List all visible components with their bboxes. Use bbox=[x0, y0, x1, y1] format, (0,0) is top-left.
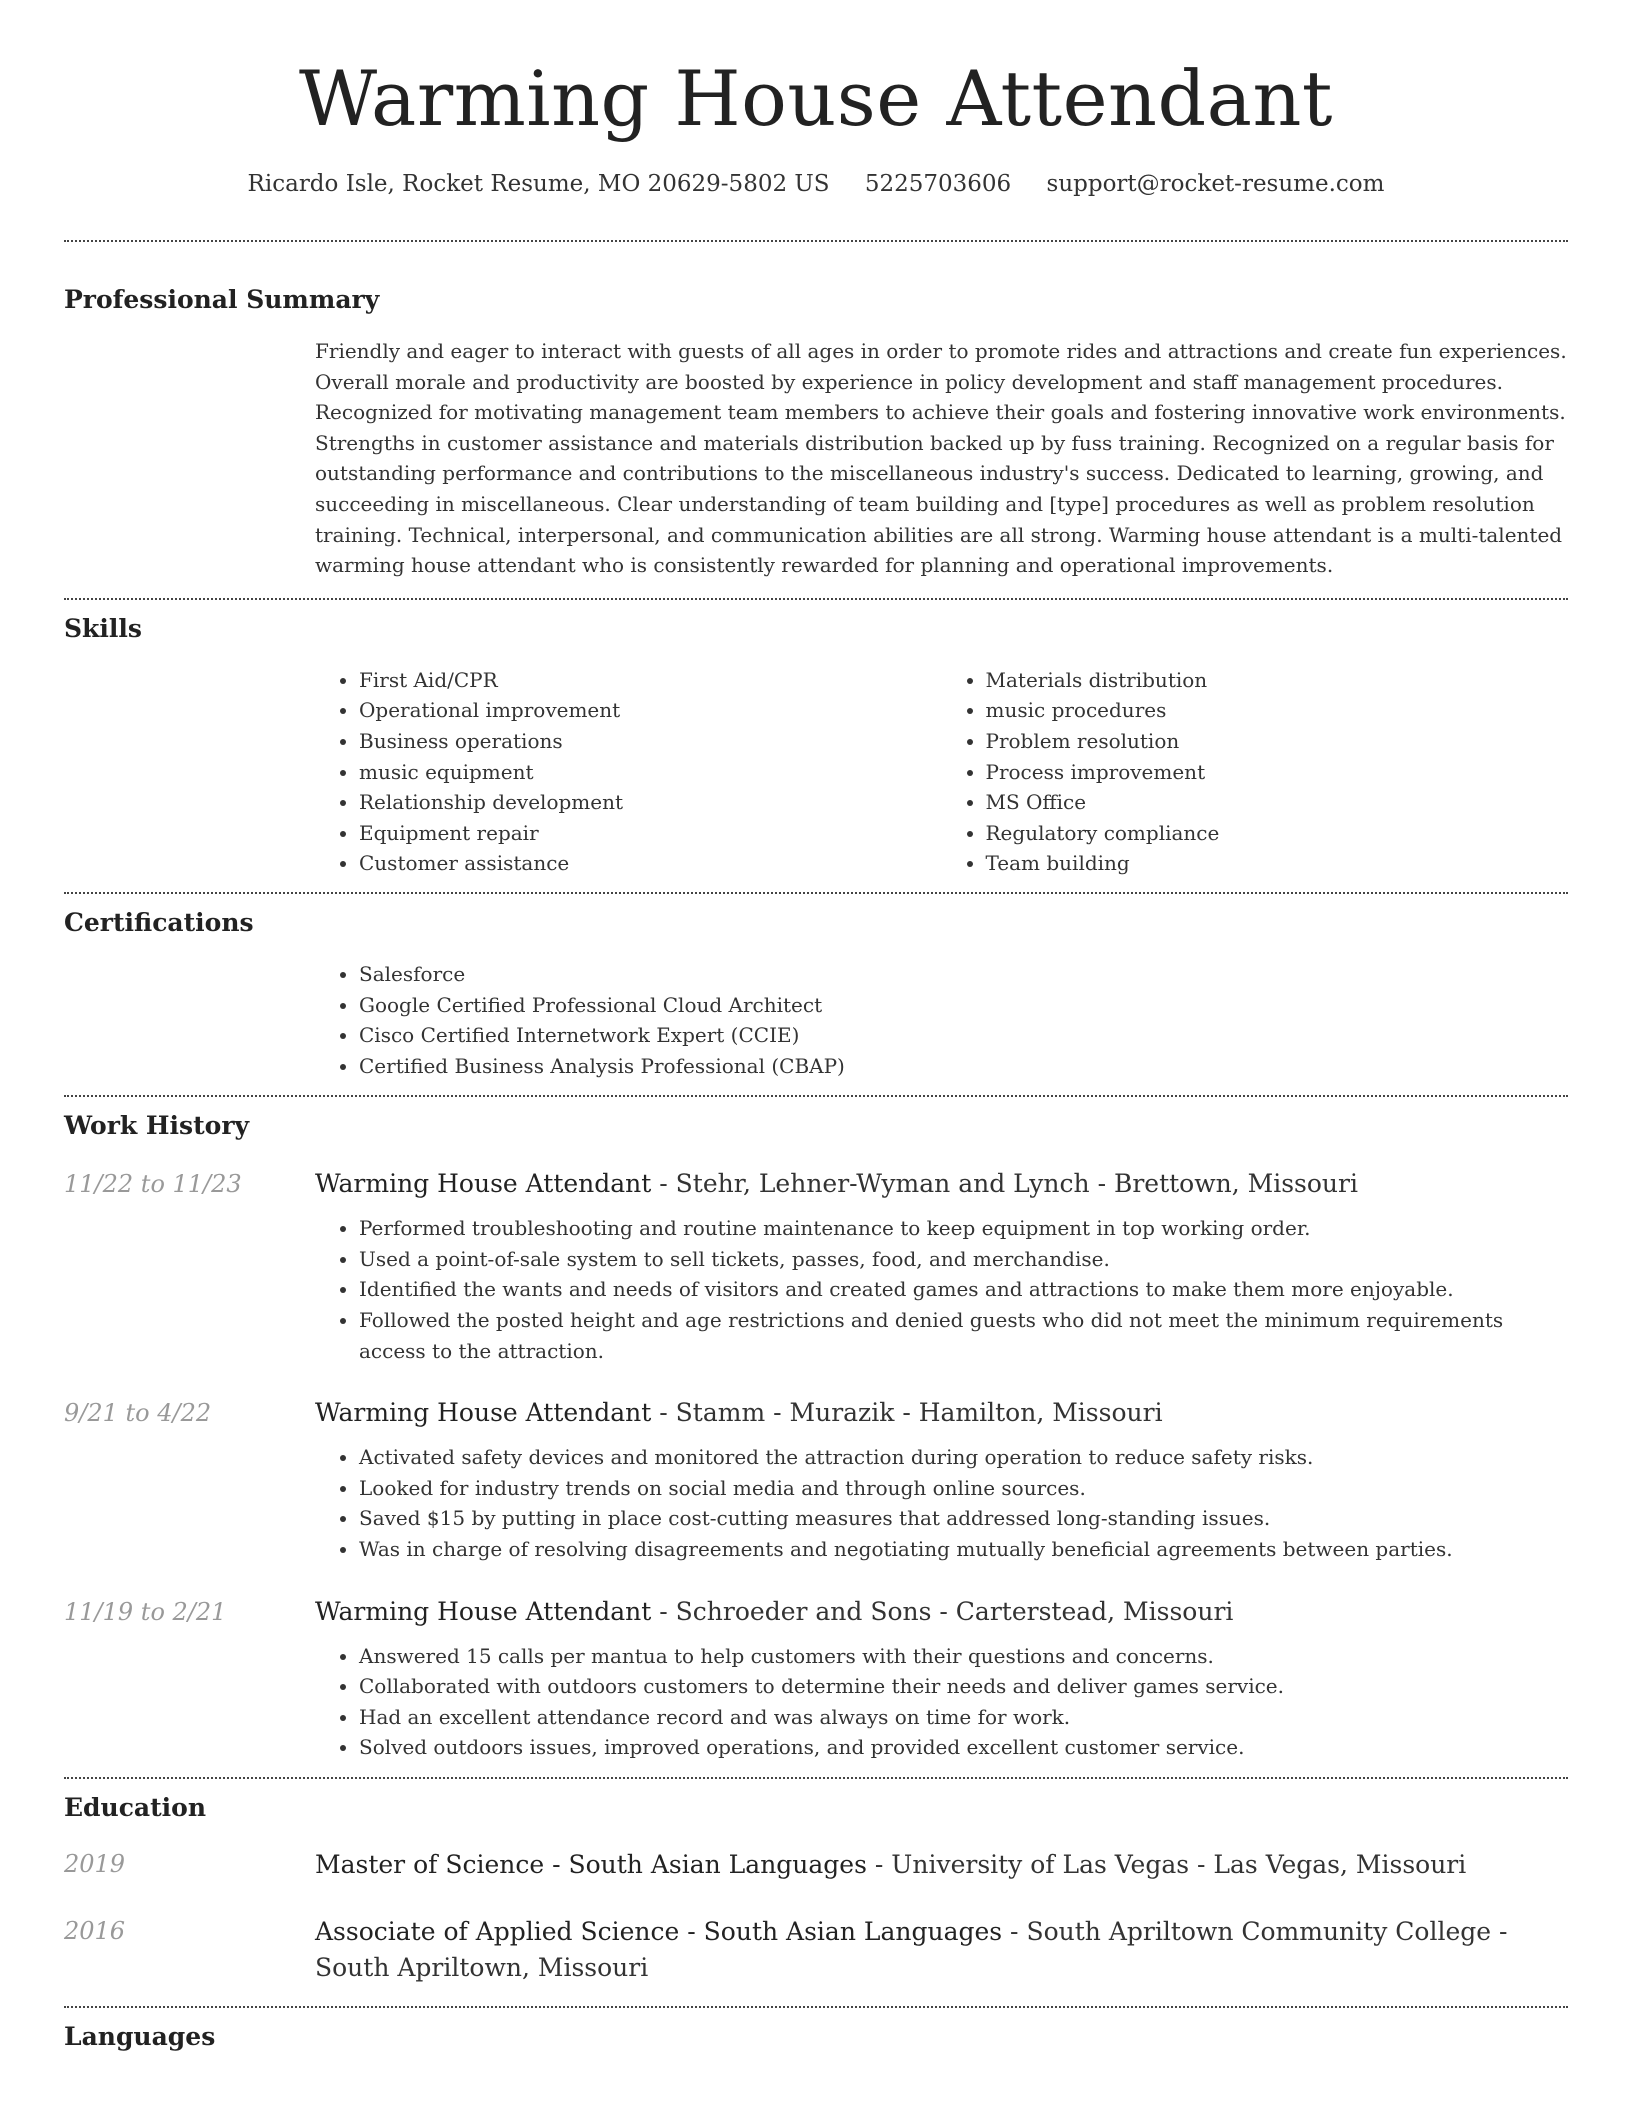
education-heading bbox=[315, 1914, 1568, 1986]
job-bullet: • Was in charge of resolving disagreements and negotiating mutually beneficial agreements between parties. bbox=[359, 1534, 1568, 1565]
job-heading bbox=[315, 1595, 1568, 1629]
section-education bbox=[64, 1791, 1568, 1986]
section-title-skills: Skills bbox=[64, 613, 142, 643]
job-bullet: • Saved $15 by putting in place cost-cutting measures that addressed long-standing issues. bbox=[359, 1503, 1568, 1534]
skill-item: • music procedures bbox=[986, 695, 1569, 726]
job-bullet: • Answered 15 calls per mantua to help customers with their questions and concerns. bbox=[359, 1641, 1568, 1672]
skill-item: • Customer assistance bbox=[359, 848, 942, 879]
job-heading bbox=[315, 1167, 1568, 1201]
section-title-education: Education bbox=[64, 1793, 207, 1822]
summary-body bbox=[315, 336, 1568, 581]
job-bullet: • Collaborated with outdoors customers to determine their needs and deliver games service. bbox=[359, 1671, 1568, 1702]
section-title-summary: Professional Summary bbox=[64, 285, 380, 314]
skill-item: • Regulatory compliance bbox=[986, 818, 1569, 849]
job-bullet: • Activated safety devices and monitored the attraction during operation to reduce safety risks. bbox=[359, 1442, 1568, 1473]
job-heading bbox=[315, 1396, 1568, 1430]
job-dates: 11/22 to 11/23 bbox=[64, 1170, 242, 1199]
phone: 5225703606 bbox=[864, 171, 1012, 197]
job-details: - Stehr, Lehner-Wyman and Lynch - Brettown, Missouri bbox=[651, 1169, 1358, 1199]
section-skills bbox=[64, 612, 1568, 879]
section-summary bbox=[64, 283, 1568, 581]
job-dates: 9/21 to 4/22 bbox=[64, 1399, 212, 1428]
job-bullet: • Had an excellent attendance record and was always on time for work. bbox=[359, 1702, 1568, 1733]
education-details: - South Apriltown Community College - South Apriltown, Missouri bbox=[315, 1917, 1508, 1982]
job-bullet: • Looked for industry trends on social media and through online sources. bbox=[359, 1473, 1568, 1504]
divider bbox=[64, 1777, 1568, 1779]
education-entry bbox=[64, 1847, 1568, 1883]
job-dates: 11/19 to 2/21 bbox=[64, 1597, 227, 1626]
job-bullet: • Performed troubleshooting and routine maintenance to keep equipment in top working order. bbox=[359, 1213, 1568, 1244]
certification-item: • Salesforce bbox=[359, 959, 1568, 990]
education-details: - University of Las Vegas - Las Vegas, Missouri bbox=[866, 1850, 1467, 1879]
job-bullet: • Solved outdoors issues, improved operations, and provided excellent customer service. bbox=[359, 1732, 1568, 1763]
resume-page bbox=[64, 0, 1568, 2054]
certifications-body bbox=[315, 959, 1568, 1081]
job-role: Warming House Attendant bbox=[315, 1398, 652, 1428]
education-year: 2016 bbox=[64, 1917, 126, 1945]
skill-item: • Problem resolution bbox=[986, 726, 1569, 757]
education-year: 2019 bbox=[64, 1850, 126, 1878]
skills-columns bbox=[315, 665, 1568, 879]
summary-text: Friendly and eager to interact with guests of all ages in order to promote rides and attractions and create fun experiences. Overall morale and productivity are boosted by experience in policy development and staff management procedures. Recognized for motivating management team members to achieve their goals and fostering innovative work environments. Strengths in customer assistance and materials distribution backed up by fuss training. Recognized on a regular basis for outstanding performance and contributions to the miscellaneous industry's success. Dedicated to learning, growing, and succeeding in miscellaneous. Clear understanding of team building and [type] procedures as well as problem resolution training. Technical, interpersonal, and communication abilities are all strong. Warming house attendant is a multi-talented warming house attendant who is consistently rewarded for planning and operational improvements. bbox=[315, 339, 1567, 578]
address: Ricardo Isle, Rocket Resume, MO 20629-5802 US bbox=[247, 171, 830, 197]
contact-line bbox=[64, 168, 1568, 200]
education-degree: Master of Science - South Asian Languages bbox=[315, 1850, 867, 1879]
resume-header bbox=[64, 0, 1568, 200]
section-title-languages: Languages bbox=[64, 2022, 216, 2051]
section-title-work-history: Work History bbox=[64, 1111, 250, 1141]
skill-item: • MS Office bbox=[986, 787, 1569, 818]
job-bullets bbox=[315, 1442, 1568, 1564]
skill-item: • Equipment repair bbox=[359, 818, 942, 849]
divider bbox=[64, 240, 1568, 242]
skills-list-left bbox=[315, 665, 942, 879]
job-entry bbox=[64, 1167, 1568, 1366]
skill-item: • Relationship development bbox=[359, 787, 942, 818]
job-bullet-list bbox=[315, 1442, 1568, 1564]
job-bullet-list bbox=[315, 1213, 1568, 1366]
skill-item: • Business operations bbox=[359, 726, 942, 757]
job-bullet: • Followed the posted height and age restrictions and denied guests who did not meet the minimum requirements access to the attraction. bbox=[359, 1305, 1568, 1366]
job-bullet: • Used a point-of-sale system to sell tickets, passes, food, and merchandise. bbox=[359, 1244, 1568, 1275]
job-role: Warming House Attendant bbox=[315, 1596, 652, 1626]
education-heading bbox=[315, 1847, 1568, 1883]
certification-item: • Cisco Certified Internetwork Expert (CCIE) bbox=[359, 1020, 1568, 1051]
education-degree: Associate of Applied Science - South Asian Languages bbox=[315, 1917, 1003, 1946]
job-entry bbox=[64, 1595, 1568, 1763]
divider bbox=[64, 2006, 1568, 2008]
candidate-name: Warming House Attendant bbox=[299, 54, 1333, 143]
section-languages bbox=[64, 2020, 1568, 2054]
job-bullet: • Identified the wants and needs of visitors and created games and attractions to make them more enjoyable. bbox=[359, 1274, 1568, 1305]
divider bbox=[64, 598, 1568, 600]
job-role: Warming House Attendant bbox=[315, 1169, 652, 1199]
job-bullets bbox=[315, 1213, 1568, 1366]
job-details: - Stamm - Murazik - Hamilton, Missouri bbox=[651, 1398, 1163, 1428]
skill-item: • Process improvement bbox=[986, 757, 1569, 788]
job-entry bbox=[64, 1396, 1568, 1564]
education-entry bbox=[64, 1914, 1568, 1986]
skills-list-right bbox=[942, 665, 1569, 879]
email-link[interactable]: support@rocket-resume.com bbox=[1046, 171, 1385, 197]
divider bbox=[64, 1095, 1568, 1097]
skill-item: • Materials distribution bbox=[986, 665, 1569, 696]
job-details: - Schroeder and Sons - Carterstead, Missouri bbox=[651, 1596, 1234, 1626]
job-bullet-list bbox=[315, 1641, 1568, 1763]
section-title-certifications: Certifications bbox=[64, 907, 254, 937]
certifications-list bbox=[315, 959, 1568, 1081]
skill-item: • music equipment bbox=[359, 757, 942, 788]
section-work-history bbox=[64, 1109, 1568, 1763]
certification-item: • Certified Business Analysis Professional (CBAP) bbox=[359, 1051, 1568, 1082]
skill-item: • Team building bbox=[986, 848, 1569, 879]
job-bullets bbox=[315, 1641, 1568, 1763]
section-certifications bbox=[64, 906, 1568, 1081]
skill-item: • First Aid/CPR bbox=[359, 665, 942, 696]
skill-item: • Operational improvement bbox=[359, 695, 942, 726]
certification-item: • Google Certified Professional Cloud Architect bbox=[359, 990, 1568, 1021]
divider bbox=[64, 892, 1568, 894]
